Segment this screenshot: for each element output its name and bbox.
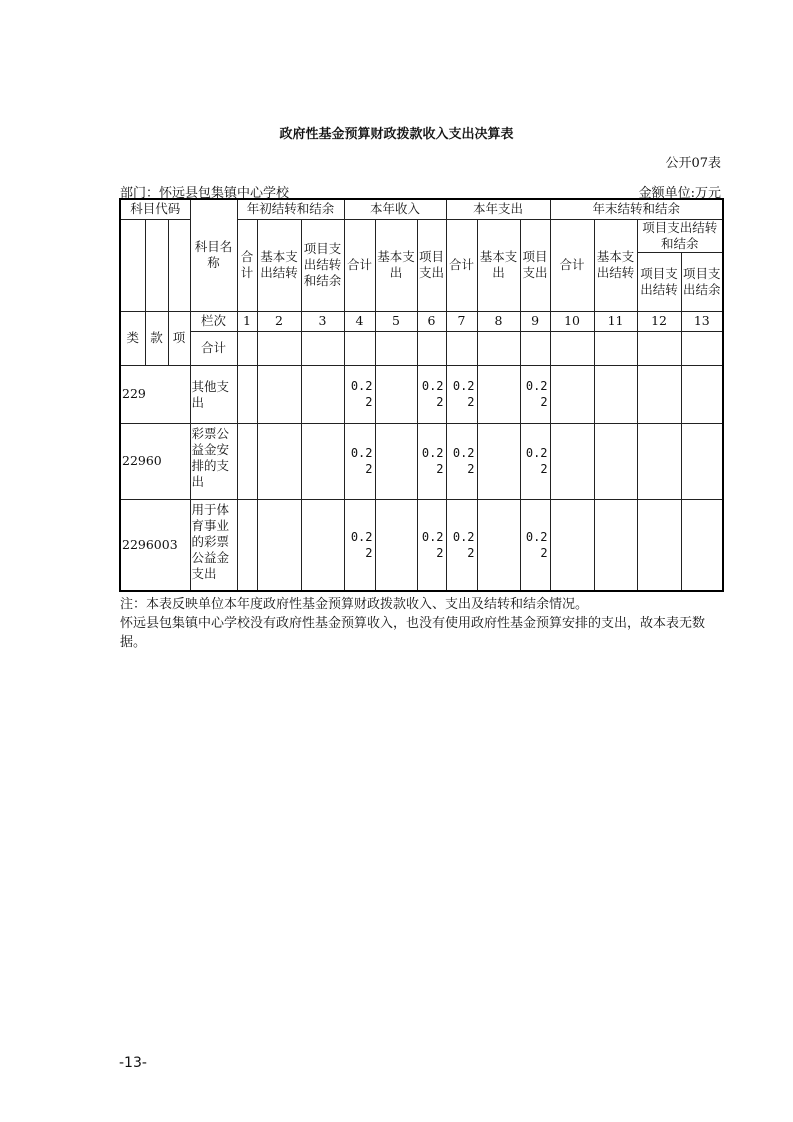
header-lei: 类: [120, 311, 145, 365]
header-begin-project-carry: 项目支出结转和结余: [301, 219, 344, 311]
header-end-total: 合计: [550, 219, 594, 311]
row-cell: [257, 499, 301, 591]
row-cell: [477, 423, 520, 499]
header-subject-code: 科目代码: [120, 199, 190, 219]
col-number-7: 7: [446, 311, 477, 331]
amount-unit-label: 金额单位:万元: [638, 186, 721, 201]
row-cell: [257, 423, 301, 499]
form-number: 公开07表: [665, 156, 721, 171]
row-subject-name: 其他支出: [190, 365, 237, 423]
header-group-end: 年末结转和结余: [550, 199, 723, 219]
total-cell: [237, 331, 257, 365]
total-cell: [520, 331, 550, 365]
row-income-total: 0.22: [344, 365, 375, 423]
row-cell: [477, 499, 520, 591]
department-label: 部门：怀远县包集镇中心学校: [120, 186, 290, 201]
header-expense-total: 合计: [446, 219, 477, 311]
row-cell: [594, 365, 637, 423]
no-data-statement: 怀远县包集镇中心学校没有政府性基金预算收入，也没有使用政府性基金预算安排的支出，故本表无数据。: [120, 616, 706, 650]
row-cell: [550, 365, 594, 423]
row-cell: [594, 499, 637, 591]
header-group-income: 本年收入: [344, 199, 446, 219]
row-cell: [550, 499, 594, 591]
row-cell: [477, 365, 520, 423]
col-number-1: 1: [237, 311, 257, 331]
row-subject-name: 用于体育事业的彩票公益金支出: [190, 499, 237, 591]
row-income-project: 0.22: [417, 365, 446, 423]
row-income-project: 0.22: [417, 423, 446, 499]
row-cell: [375, 499, 417, 591]
total-cell: [594, 331, 637, 365]
total-cell: [681, 331, 723, 365]
total-cell: [637, 331, 681, 365]
table-row: [120, 365, 723, 423]
row-subject-name: 彩票公益金安排的支出: [190, 423, 237, 499]
row-income-project: 0.22: [417, 499, 446, 591]
total-cell: [375, 331, 417, 365]
row-cell: [637, 499, 681, 591]
header-end-project-carry: 项目支出结转: [637, 252, 681, 311]
header-expense-project: 项目支出: [520, 219, 550, 311]
row-expense-total: 0.22: [446, 423, 477, 499]
header-end-project-group: 项目支出结转和结余: [637, 219, 723, 252]
row-expense-project: 0.22: [520, 499, 550, 591]
total-row-label: 合计: [190, 331, 237, 365]
col-number-6: 6: [417, 311, 446, 331]
header-end-basic-carry: 基本支出结转: [594, 219, 637, 311]
row-cell: [375, 365, 417, 423]
row-expense-project: 0.22: [520, 423, 550, 499]
report-title: 政府性基金预算财政拨款收入支出决算表: [279, 127, 514, 142]
total-cell: [417, 331, 446, 365]
total-cell: [477, 331, 520, 365]
row-code: 229: [120, 365, 190, 423]
header-end-project-surplus: 项目支出结余: [681, 252, 723, 311]
row-cell: [594, 423, 637, 499]
col-number-11: 11: [594, 311, 637, 331]
row-income-total: 0.22: [344, 499, 375, 591]
header-begin-total: 合计: [237, 219, 257, 311]
total-cell: [344, 331, 375, 365]
row-income-total: 0.22: [344, 423, 375, 499]
col-number-8: 8: [477, 311, 520, 331]
header-income-total: 合计: [344, 219, 375, 311]
row-expense-total: 0.22: [446, 499, 477, 591]
row-cell: [257, 365, 301, 423]
row-cell: [375, 423, 417, 499]
column-number-label: 栏次: [190, 311, 237, 331]
row-code: 22960: [120, 423, 190, 499]
table-row: [120, 499, 723, 591]
header-subject-name: 科目名称: [190, 199, 237, 311]
col-number-9: 9: [520, 311, 550, 331]
row-cell: [237, 365, 257, 423]
total-cell: [446, 331, 477, 365]
code-blank-lei: [120, 219, 145, 311]
row-cell: [237, 499, 257, 591]
header-kuan: 款: [145, 311, 168, 365]
table-note: 注：本表反映单位本年度政府性基金预算财政拨款收入、支出及结转和结余情况。: [120, 597, 589, 612]
table-row: [120, 423, 723, 499]
header-group-begin: 年初结转和结余: [237, 199, 344, 219]
total-cell: [301, 331, 344, 365]
row-code: 2296003: [120, 499, 190, 591]
header-xiang: 项: [168, 311, 190, 365]
col-number-4: 4: [344, 311, 375, 331]
row-cell: [637, 423, 681, 499]
header-income-basic: 基本支出: [375, 219, 417, 311]
code-blank-kuan: [145, 219, 168, 311]
page-number: -13-: [119, 1055, 147, 1071]
col-number-10: 10: [550, 311, 594, 331]
header-expense-basic: 基本支出: [477, 219, 520, 311]
col-number-5: 5: [375, 311, 417, 331]
row-expense-project: 0.22: [520, 365, 550, 423]
col-number-13: 13: [681, 311, 723, 331]
row-expense-total: 0.22: [446, 365, 477, 423]
code-blank-xiang: [168, 219, 190, 311]
col-number-12: 12: [637, 311, 681, 331]
header-income-project: 项目支出: [417, 219, 446, 311]
col-number-2: 2: [257, 311, 301, 331]
row-cell: [301, 499, 344, 591]
row-cell: [681, 365, 723, 423]
row-cell: [237, 423, 257, 499]
total-cell: [257, 331, 301, 365]
row-cell: [681, 423, 723, 499]
total-cell: [550, 331, 594, 365]
row-cell: [637, 365, 681, 423]
row-cell: [550, 423, 594, 499]
header-begin-basic-carry: 基本支出结转: [257, 219, 301, 311]
row-cell: [301, 423, 344, 499]
budget-table: [119, 198, 724, 592]
row-cell: [681, 499, 723, 591]
row-cell: [301, 365, 344, 423]
header-group-expense: 本年支出: [446, 199, 550, 219]
col-number-3: 3: [301, 311, 344, 331]
